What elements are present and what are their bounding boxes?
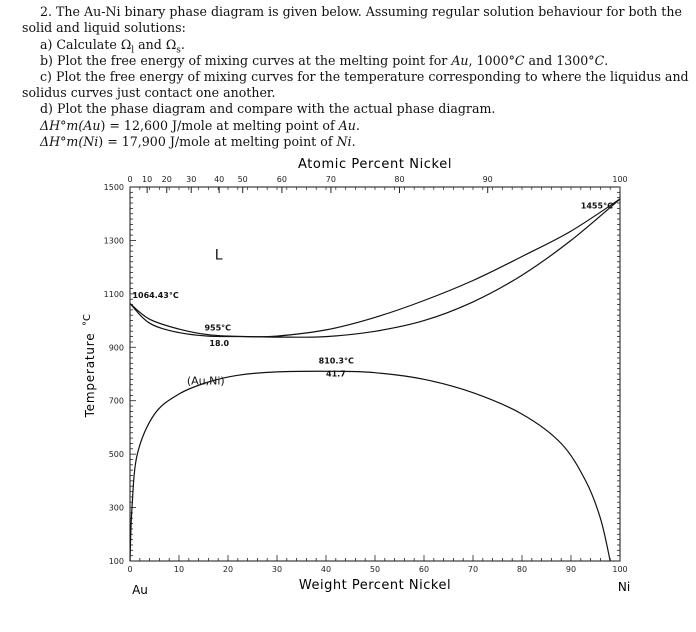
part-c-line-2: solidus curves just contact one another. (22, 85, 276, 100)
top-tick-label: 100 (612, 175, 628, 184)
y-axis-label: Temperature (83, 332, 97, 418)
enthalpy-ni-end: . (351, 134, 356, 149)
x-tick-label: 10 (173, 565, 185, 574)
enthalpy-ni-mid: ) = 17,900 J/mole at melting point of (98, 134, 337, 149)
x-tick-label: 60 (418, 565, 430, 574)
x-tick-label: 30 (271, 565, 283, 574)
top-tick-label: 40 (214, 175, 225, 184)
enthalpy-au (40, 118, 360, 134)
y-axis-unit: °C (82, 314, 93, 326)
liquidus-curve (130, 199, 620, 337)
top-tick-label: 20 (161, 175, 172, 184)
problem-line-1: 2. The Au-Ni binary phase diagram is given below. Assuming regular solution behaviour for both the (40, 4, 682, 19)
y-tick-label: 1100 (103, 289, 124, 299)
y-tick-label: 300 (108, 503, 124, 513)
part-b-text: b) Plot the free energy of mixing curves at the melting point for (40, 53, 452, 68)
part-b-c2: C (594, 53, 605, 68)
annotation-label: 955°C (204, 323, 232, 333)
y-tick-label: 700 (108, 396, 124, 406)
enthalpy-ni (40, 134, 356, 150)
element-au-label: Au (132, 583, 148, 597)
top-tick-label: 90 (482, 175, 493, 184)
part-a-text: a) Calculate Ω (40, 37, 132, 52)
part-a-sub-s: s (176, 45, 181, 56)
part-d: d) Plot the phase diagram and compare with the actual phase diagram. (40, 101, 496, 116)
top-tick-label: 50 (237, 175, 248, 184)
region-label: L (214, 247, 223, 264)
axis-labels (82, 157, 630, 597)
problem-line-2: solid and liquid solutions: (22, 20, 186, 35)
annotation-label: 1455°C (580, 201, 613, 211)
enthalpy-au-el: Au (83, 118, 101, 133)
part-b (40, 53, 608, 69)
y-tick-label: 100 (108, 557, 124, 566)
x-axis-label: Weight Percent Nickel (298, 578, 452, 593)
annotation-label: 41.7 (326, 369, 346, 379)
top-tick-label: 30 (186, 175, 197, 184)
enthalpy-ni-el2: Ni (336, 134, 352, 149)
part-a-sub-l: l (131, 45, 135, 56)
enthalpy-au-end: . (355, 118, 360, 133)
part-c-line-1: c) Plot the free energy of mixing curves for the temperature corresponding to where the liquidus and (40, 69, 689, 84)
top-tick-label: 0 (127, 175, 133, 184)
x-tick-label: 0 (127, 565, 133, 574)
annotations (132, 201, 613, 387)
top-tick-label: 70 (325, 175, 336, 184)
phase-diagram (0, 150, 696, 630)
enthalpy-ni-pre: ΔH°m( (40, 134, 84, 149)
region-label: (Au,Ni) (186, 374, 225, 388)
x-tick-label: 90 (565, 565, 577, 574)
x-tick-label: 70 (467, 565, 479, 574)
atomic-percent-title: Atomic Percent Nickel (297, 157, 453, 172)
part-b-end: . (604, 53, 609, 68)
y-tick-label: 500 (108, 450, 124, 460)
x-tick-label: 100 (612, 565, 628, 574)
miscibility_gap-curve (130, 371, 610, 561)
annotation-label: 1064.43°C (132, 290, 179, 300)
solidus-curve (130, 199, 620, 337)
part-b-c1: C (514, 53, 525, 68)
x-tick-label: 80 (516, 565, 528, 574)
top-tick-label: 60 (276, 175, 287, 184)
x-tick-label: 20 (222, 565, 234, 574)
enthalpy-au-mid: ) = 12,600 J/mole at melting point of (100, 118, 339, 133)
annotation-label: 810.3°C (318, 356, 354, 366)
part-a-end: . (180, 37, 185, 52)
y-tick-label: 900 (108, 343, 124, 353)
enthalpy-ni-el: Ni (83, 134, 99, 149)
part-b-au: Au (451, 53, 469, 68)
part-b-and: and 1300° (524, 53, 595, 68)
part-a-and: and Ω (134, 37, 177, 52)
enthalpy-au-pre: ΔH°m( (40, 118, 84, 133)
axis-ticks (104, 175, 628, 574)
y-tick-label: 1300 (103, 236, 124, 246)
top-tick-label: 80 (394, 175, 405, 184)
annotation-label: 18.0 (209, 338, 230, 348)
top-tick-label: 10 (142, 175, 153, 184)
x-tick-label: 40 (320, 565, 332, 574)
element-ni-label: Ni (617, 580, 631, 594)
x-tick-label: 50 (369, 565, 381, 574)
y-tick-label: 1500 (103, 183, 124, 192)
enthalpy-au-el2: Au (338, 118, 356, 133)
part-b-rest: , 1000° (468, 53, 515, 68)
